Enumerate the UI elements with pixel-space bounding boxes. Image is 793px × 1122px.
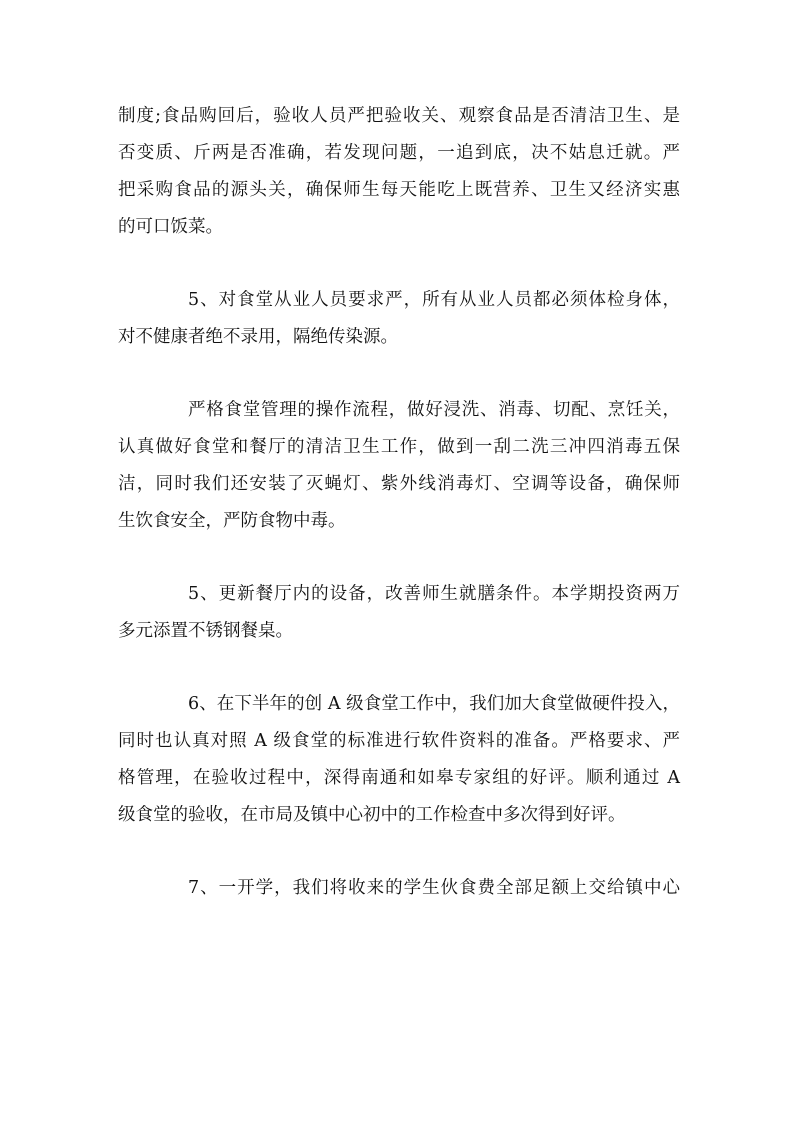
text-line: 认真做好食堂和餐厅的清洁卫生工作，做到一刮二洗三冲四消毒五保 — [118, 437, 680, 457]
text-line: 洁，同时我们还安装了灭蝇灯、紫外线消毒灯、空调等设备，确保师 — [118, 474, 680, 494]
text-line: 对不健康者绝不录用，隔绝传染源。 — [118, 327, 398, 347]
paragraph-procurement — [118, 98, 680, 246]
text-line: 制度;食品购回后，验收人员严把验收关、观察食品是否清洁卫生、是 — [118, 106, 680, 126]
text-line: 严格食堂管理的操作流程，做好浸洗、消毒、切配、烹饪关， — [188, 400, 680, 420]
paragraph-management-process — [118, 392, 680, 540]
text-line: 生饮食安全，严防食物中毒。 — [118, 511, 346, 531]
document-body — [118, 98, 680, 907]
text-line: 否变质、斤两是否准确，若发现问题，一追到底，决不姑息迁就。严 — [118, 143, 680, 163]
text-line: 把采购食品的源头关，确保师生每天能吃上既营养、卫生又经济实惠 — [118, 180, 680, 200]
text-line: 格管理，在验收过程中，深得南通和如皋专家组的好评。顺利通过 A — [118, 768, 680, 788]
paragraph-meal-fees — [118, 870, 680, 907]
text-line: 6、在下半年的创 A 级食堂工作中，我们加大食堂做硬件投入， — [188, 694, 680, 714]
text-line: 同时也认真对照 A 级食堂的标准进行软件资料的准备。严格要求、严 — [118, 731, 680, 751]
text-line: 5、对食堂从业人员要求严，所有从业人员都必须体检身体， — [188, 290, 680, 310]
text-line: 7、一开学，我们将收来的学生伙食费全部足额上交给镇中心 — [188, 878, 680, 898]
text-line: 的可口饭菜。 — [118, 217, 223, 237]
paragraph-a-grade-canteen — [118, 686, 680, 834]
text-line: 5、更新餐厅内的设备，改善师生就膳条件。本学期投资两万 — [188, 584, 680, 604]
text-line: 级食堂的验收，在市局及镇中心初中的工作检查中多次得到好评。 — [118, 805, 626, 825]
paragraph-staff-health — [118, 282, 680, 356]
paragraph-equipment-update — [118, 576, 680, 650]
text-line: 多元添置不锈钢餐桌。 — [118, 621, 293, 641]
